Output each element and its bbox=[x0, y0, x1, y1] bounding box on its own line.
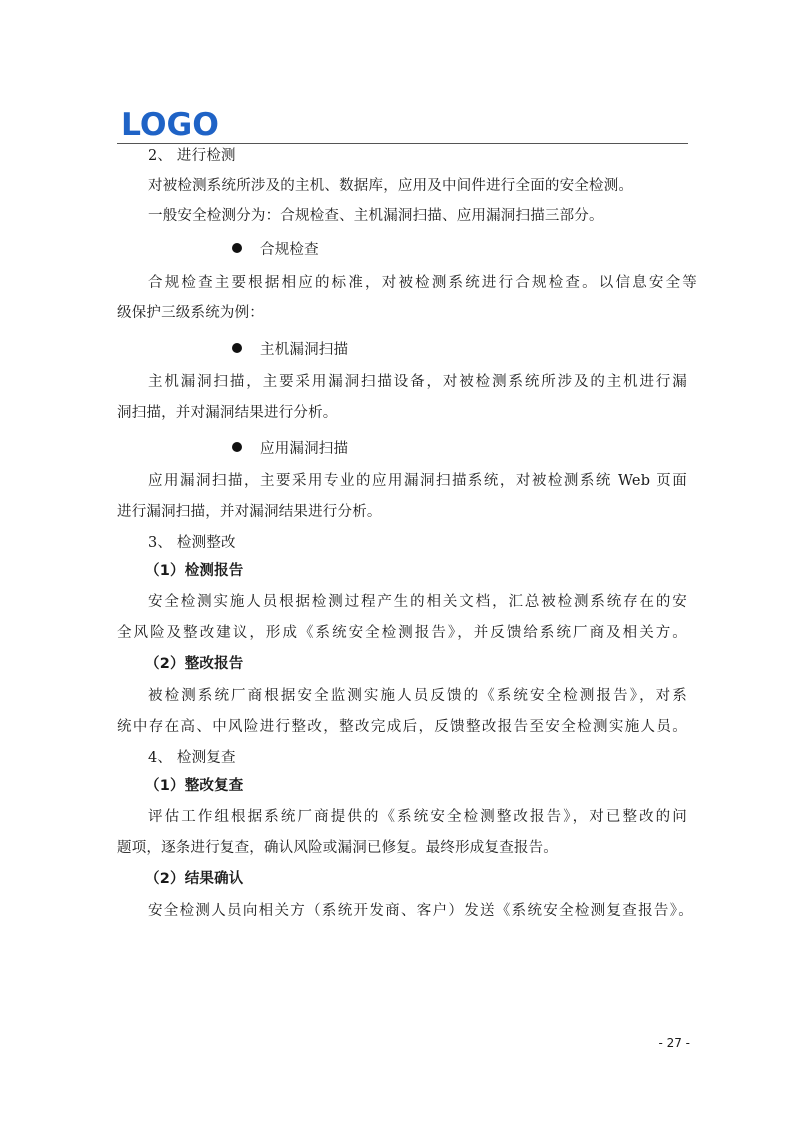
bullet-item-host-scan bbox=[232, 340, 800, 360]
paragraph-line: 合规检查主要根据相应的标准，对被检测系统进行合规检查。以信息安全等 bbox=[148, 275, 697, 291]
header-rule bbox=[117, 143, 688, 144]
bullet-item-app-scan bbox=[232, 439, 800, 459]
bullet-dot-icon bbox=[232, 343, 242, 353]
bullet-item-compliance bbox=[232, 240, 800, 260]
paragraph-line: 主机漏洞扫描，主要采用漏洞扫描设备，对被检测系统所涉及的主机进行漏 bbox=[148, 374, 687, 390]
subheading-result-confirmation: （2）结果确认 bbox=[145, 871, 244, 887]
paragraph-line: 一般安全检测分为：合规检查、主机漏洞扫描、应用漏洞扫描三部分。 bbox=[148, 208, 604, 224]
section-heading-2: 2、 进行检测 bbox=[148, 148, 236, 164]
paragraph-line: 题项，逐条进行复查，确认风险或漏洞已修复。最终形成复查报告。 bbox=[117, 840, 558, 856]
paragraph-line: 安全检测实施人员根据检测过程产生的相关文档，汇总被检测系统存在的安 bbox=[148, 594, 687, 610]
bullet-dot-icon bbox=[232, 243, 242, 253]
bullet-label: 主机漏洞扫描 bbox=[260, 342, 349, 358]
subheading-rectification-report: （2）整改报告 bbox=[145, 656, 244, 672]
paragraph-line: 级保护三级系统为例： bbox=[117, 305, 264, 321]
logo-text: LOGO bbox=[121, 108, 219, 138]
paragraph-line: 对被检测系统所涉及的主机、数据库，应用及中间件进行全面的安全检测。 bbox=[148, 178, 634, 194]
subheading-detection-report: （1）检测报告 bbox=[145, 563, 244, 579]
paragraph-line: 安全检测人员向相关方（系统开发商、客户）发送《系统安全检测复查报告》。 bbox=[148, 903, 693, 919]
subheading-rectification-review: （1）整改复查 bbox=[145, 778, 244, 794]
page-number: - 27 - bbox=[658, 1036, 690, 1050]
paragraph-line: 应用漏洞扫描，主要采用专业的应用漏洞扫描系统，对被检测系统 Web 页面 bbox=[148, 473, 687, 489]
paragraph-line: 进行漏洞扫描，并对漏洞结果进行分析。 bbox=[117, 504, 382, 520]
bullet-dot-icon bbox=[232, 442, 242, 452]
paragraph-line: 评估工作组根据系统厂商提供的《系统安全检测整改报告》，对已整改的问 bbox=[148, 809, 687, 825]
paragraph-line: 被检测系统厂商根据安全监测实施人员反馈的《系统安全检测报告》，对系 bbox=[148, 688, 687, 704]
paragraph-line: 统中存在高、中风险进行整改，整改完成后，反馈整改报告至安全检测实施人员。 bbox=[117, 719, 687, 735]
logo bbox=[121, 108, 221, 138]
bullet-label: 应用漏洞扫描 bbox=[260, 441, 349, 457]
section-heading-4: 4、 检测复查 bbox=[148, 750, 236, 766]
bullet-label: 合规检查 bbox=[260, 242, 319, 258]
section-heading-3: 3、 检测整改 bbox=[148, 535, 236, 551]
paragraph-line: 洞扫描，并对漏洞结果进行分析。 bbox=[117, 405, 338, 421]
paragraph-line: 全风险及整改建议，形成《系统安全检测报告》，并反馈给系统厂商及相关方。 bbox=[117, 625, 687, 641]
